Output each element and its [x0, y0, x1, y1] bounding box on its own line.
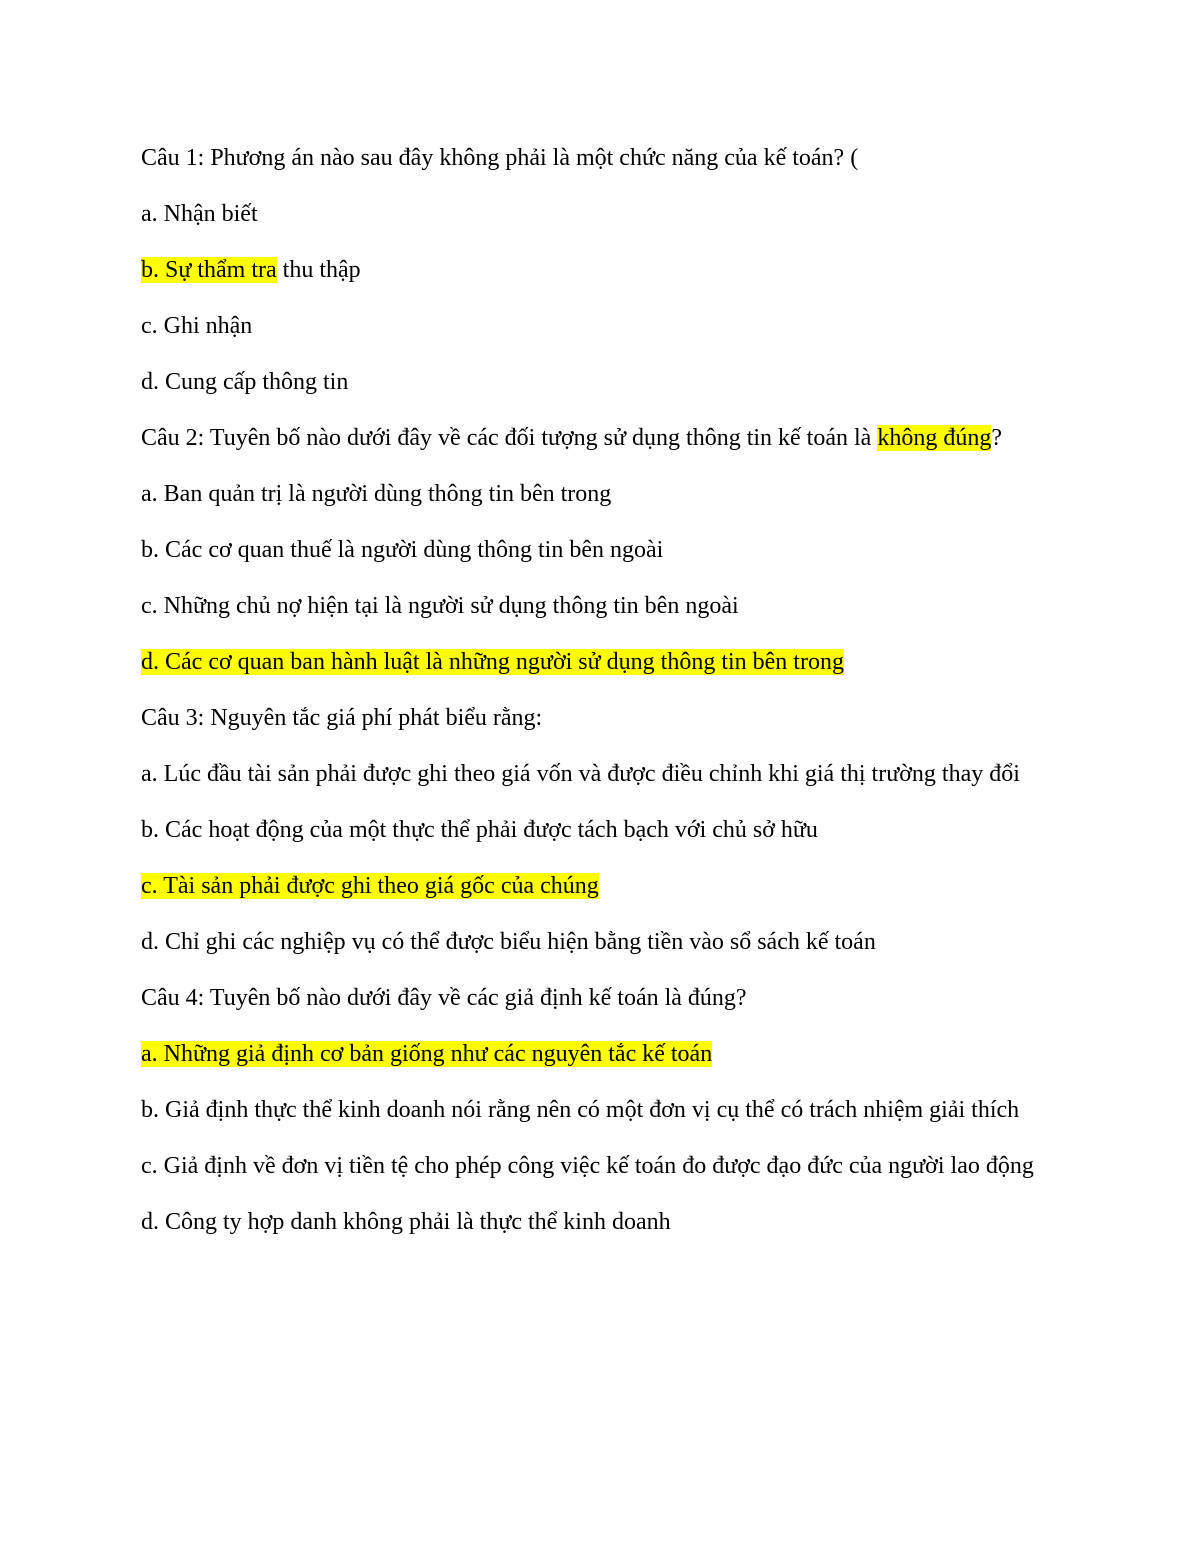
- document-paragraph: [141, 364, 1061, 400]
- document-paragraph: [141, 980, 1061, 1016]
- document-paragraph: [141, 1092, 1061, 1128]
- document-paragraph: [141, 644, 1061, 680]
- paragraph-text: b. Các cơ quan thuế là người dùng thông tin bên ngoài: [141, 537, 664, 563]
- highlighted-text: d. Các cơ quan ban hành luật là những người sử dụng thông tin bên trong: [141, 649, 844, 675]
- document-paragraph: [141, 252, 1061, 288]
- document-paragraph: [141, 1204, 1061, 1240]
- document-paragraph: [141, 700, 1061, 736]
- document-paragraph: [141, 140, 1061, 176]
- document-paragraph: [141, 756, 1061, 792]
- paragraph-text: thu thập: [276, 257, 361, 283]
- paragraph-text: b. Giả định thực thể kinh doanh nói rằng nên có một đơn vị cụ thể có trách nhiệm giải thích: [141, 1097, 1020, 1123]
- paragraph-text: a. Lúc đầu tài sản phải được ghi theo giá vốn và được điều chỉnh khi giá thị trường thay đổi: [141, 761, 1020, 787]
- highlighted-text: c. Tài sản phải được ghi theo giá gốc của chúng: [141, 873, 599, 899]
- paragraph-text: d. Chỉ ghi các nghiệp vụ có thể được biểu hiện bằng tiền vào sổ sách kế toán: [141, 929, 876, 955]
- paragraph-text: a. Nhận biết: [141, 201, 258, 227]
- document-paragraph: [141, 588, 1061, 624]
- highlighted-text: a. Những giả định cơ bản giống như các nguyên tắc kế toán: [141, 1041, 713, 1067]
- paragraph-text: Câu 3: Nguyên tắc giá phí phát biểu rằng:: [141, 705, 543, 731]
- document-paragraph: [141, 476, 1061, 512]
- highlighted-text: không đúng: [877, 425, 992, 451]
- highlighted-text: b. Sự thẩm tra: [141, 257, 277, 283]
- paragraph-text: Câu 1: Phương án nào sau đây không phải là một chức năng của kế toán? (: [141, 145, 859, 171]
- document-paragraph: [141, 420, 1061, 456]
- paragraph-text: c. Những chủ nợ hiện tại là người sử dụng thông tin bên ngoài: [141, 593, 739, 619]
- document-body: [141, 140, 1061, 1260]
- paragraph-text: c. Giả định về đơn vị tiền tệ cho phép công việc kế toán đo được đạo đức của người lao động: [141, 1153, 1034, 1179]
- paragraph-text: d. Cung cấp thông tin: [141, 369, 349, 395]
- document-paragraph: [141, 308, 1061, 344]
- document-paragraph: [141, 1148, 1061, 1184]
- paragraph-text: Câu 4: Tuyên bố nào dưới đây về các giả định kế toán là đúng?: [141, 985, 747, 1011]
- paragraph-text: d. Công ty hợp danh không phải là thực thể kinh doanh: [141, 1209, 671, 1235]
- paragraph-text: b. Các hoạt động của một thực thể phải được tách bạch với chủ sở hữu: [141, 817, 818, 843]
- document-paragraph: [141, 812, 1061, 848]
- document-paragraph: [141, 868, 1061, 904]
- document-paragraph: [141, 196, 1061, 232]
- paragraph-text: a. Ban quản trị là người dùng thông tin bên trong: [141, 481, 612, 507]
- paragraph-text: Câu 2: Tuyên bố nào dưới đây về các đối tượng sử dụng thông tin kế toán là: [141, 425, 878, 451]
- paragraph-text: ?: [991, 425, 1002, 451]
- paragraph-text: c. Ghi nhận: [141, 313, 253, 339]
- document-paragraph: [141, 1036, 1061, 1072]
- document-paragraph: [141, 924, 1061, 960]
- document-paragraph: [141, 532, 1061, 568]
